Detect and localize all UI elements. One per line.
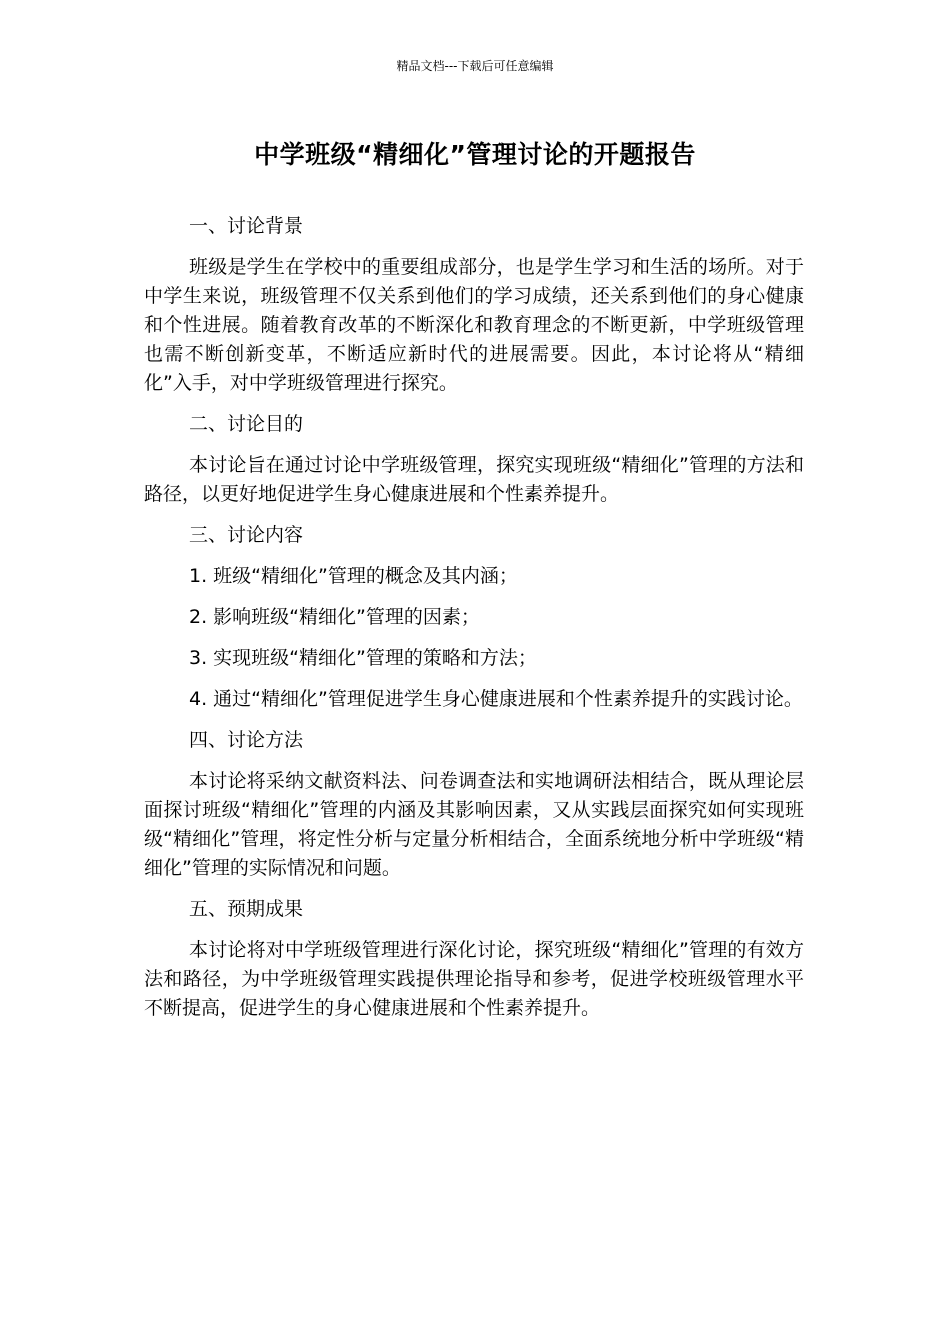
section-heading-purpose: 二、讨论目的 [189,413,304,435]
content-item-3: 3. 实现班级“精细化”管理的策略和方法； [189,647,537,669]
paragraph-background: 班级是学生在学校中的重要组成部分，也是学生学习和生活的场所。对于中学生来说，班级管理不仅关系到他们的学习成绩，还关系到他们的身心健康和个性进展。随着教育改革的不断深化和教育理念的不断更新，中学班级管理也需不断创新变革，不断适应新时代的进展需要。因此，本讨论将从“精细化”入手，对中学班级管理进行探究。 [144,256,804,394]
content-item-2: 2. 影响班级“精细化”管理的因素； [189,606,480,628]
paragraph-purpose: 本讨论旨在通过讨论中学班级管理，探究实现班级“精细化”管理的方法和路径，以更好地促进学生身心健康进展和个性素养提升。 [144,454,804,505]
header-note: 精品文档---下载后可任意编辑 [396,59,554,73]
content-item-4: 4. 通过“精细化”管理促进学生身心健康进展和个性素养提升的实践讨论。 [189,688,803,710]
section-heading-method: 四、讨论方法 [189,729,304,751]
paragraph-method: 本讨论将采纳文献资料法、问卷调查法和实地调研法相结合，既从理论层面探讨班级“精细化”管理的内涵及其影响因素，又从实践层面探究如何实现班级“精细化”管理，将定性分析与定量分析相结合，全面系统地分析中学班级“精细化”管理的实际情况和问题。 [144,770,804,879]
paragraph-outcome: 本讨论将对中学班级管理进行深化讨论，探究班级“精细化”管理的有效方法和路径，为中学班级管理实践提供理论指导和参考，促进学校班级管理水平不断提高，促进学生的身心健康进展和个性素养提升。 [144,939,804,1019]
section-heading-content: 三、讨论内容 [189,524,304,546]
document-title: 中学班级“精细化”管理讨论的开题报告 [254,140,696,169]
content-item-1: 1. 班级“精细化”管理的概念及其内涵； [189,565,518,587]
section-heading-outcome: 五、预期成果 [189,898,304,920]
document-body [144,212,804,1035]
section-heading-background: 一、讨论背景 [189,215,304,237]
